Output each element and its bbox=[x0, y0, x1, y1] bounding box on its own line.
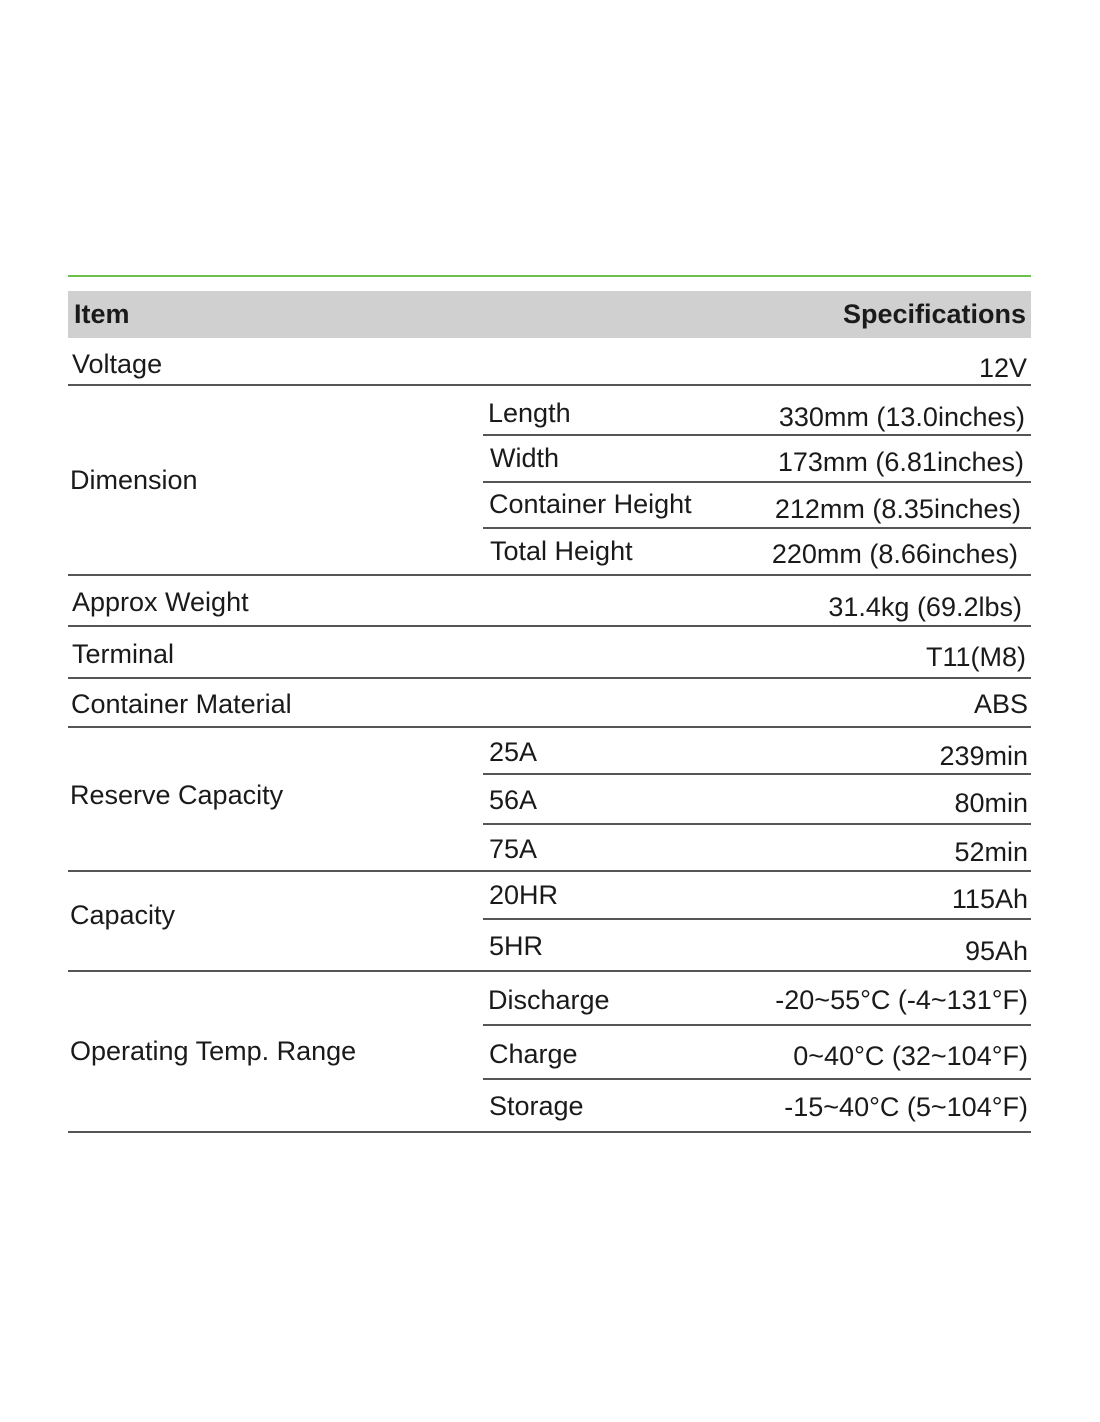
temp-storage-label: Storage bbox=[489, 1091, 584, 1121]
material-value: ABS bbox=[973, 689, 1028, 719]
container-height-value: 212mm (8.35inches) bbox=[774, 494, 1021, 524]
sub-divider bbox=[483, 434, 1031, 436]
temp-discharge-value: -20~55°C (-4~131°F) bbox=[775, 985, 1028, 1015]
sub-divider bbox=[483, 773, 1031, 775]
length-label: Length bbox=[488, 398, 571, 428]
width-label: Width bbox=[490, 443, 560, 473]
reserve-56a-value: 80min bbox=[954, 788, 1028, 818]
row-divider bbox=[68, 574, 1031, 576]
table-header bbox=[68, 291, 1031, 338]
reserve-75a-value: 52min bbox=[954, 837, 1028, 867]
dimension-label: Dimension bbox=[70, 465, 198, 495]
row-divider bbox=[68, 726, 1031, 728]
material-label: Container Material bbox=[71, 689, 292, 719]
reserve-capacity-label: Reserve Capacity bbox=[70, 780, 284, 810]
total-height-value: 220mm (8.66inches) bbox=[771, 539, 1018, 569]
row-divider bbox=[68, 970, 1031, 972]
weight-value: 31.4kg (69.2lbs) bbox=[828, 592, 1022, 622]
voltage-label: Voltage bbox=[72, 349, 163, 379]
reserve-25a-value: 239min bbox=[939, 741, 1028, 771]
table-bottom-rule bbox=[68, 1131, 1031, 1133]
row-divider bbox=[68, 677, 1031, 679]
temp-charge-value: 0~40°C (32~104°F) bbox=[793, 1041, 1028, 1071]
capacity-label: Capacity bbox=[70, 900, 176, 930]
capacity-20hr-value: 115Ah bbox=[951, 884, 1028, 914]
reserve-56a-label: 56A bbox=[489, 785, 538, 815]
capacity-5hr-label: 5HR bbox=[489, 931, 544, 961]
sub-divider bbox=[483, 1024, 1031, 1026]
total-height-label: Total Height bbox=[490, 536, 633, 566]
length-value: 330mm (13.0inches) bbox=[778, 402, 1025, 432]
sub-divider bbox=[483, 481, 1031, 483]
row-divider bbox=[68, 870, 1031, 872]
width-value: 173mm (6.81inches) bbox=[777, 447, 1024, 477]
sub-divider bbox=[483, 527, 1031, 529]
temp-charge-label: Charge bbox=[489, 1039, 578, 1069]
capacity-20hr-label: 20HR bbox=[489, 880, 559, 910]
voltage-value: 12V bbox=[978, 353, 1027, 383]
header-specifications: Specifications bbox=[842, 299, 1026, 329]
terminal-label: Terminal bbox=[72, 639, 175, 669]
terminal-value: T11(M8) bbox=[925, 642, 1026, 672]
container-height-label: Container Height bbox=[489, 489, 692, 519]
temp-range-label: Operating Temp. Range bbox=[70, 1036, 357, 1066]
temp-storage-value: -15~40°C (5~104°F) bbox=[784, 1092, 1028, 1122]
capacity-5hr-value: 95Ah bbox=[964, 936, 1028, 966]
top-green-rule bbox=[68, 275, 1031, 277]
header-item: Item bbox=[74, 299, 130, 329]
reserve-75a-label: 75A bbox=[489, 834, 538, 864]
reserve-25a-label: 25A bbox=[489, 737, 538, 767]
sub-divider bbox=[483, 1078, 1031, 1080]
row-divider bbox=[68, 625, 1031, 627]
weight-label: Approx Weight bbox=[72, 587, 249, 617]
sub-divider bbox=[483, 918, 1031, 920]
temp-discharge-label: Discharge bbox=[488, 985, 610, 1015]
sub-divider bbox=[483, 823, 1031, 825]
row-divider bbox=[68, 384, 1031, 386]
